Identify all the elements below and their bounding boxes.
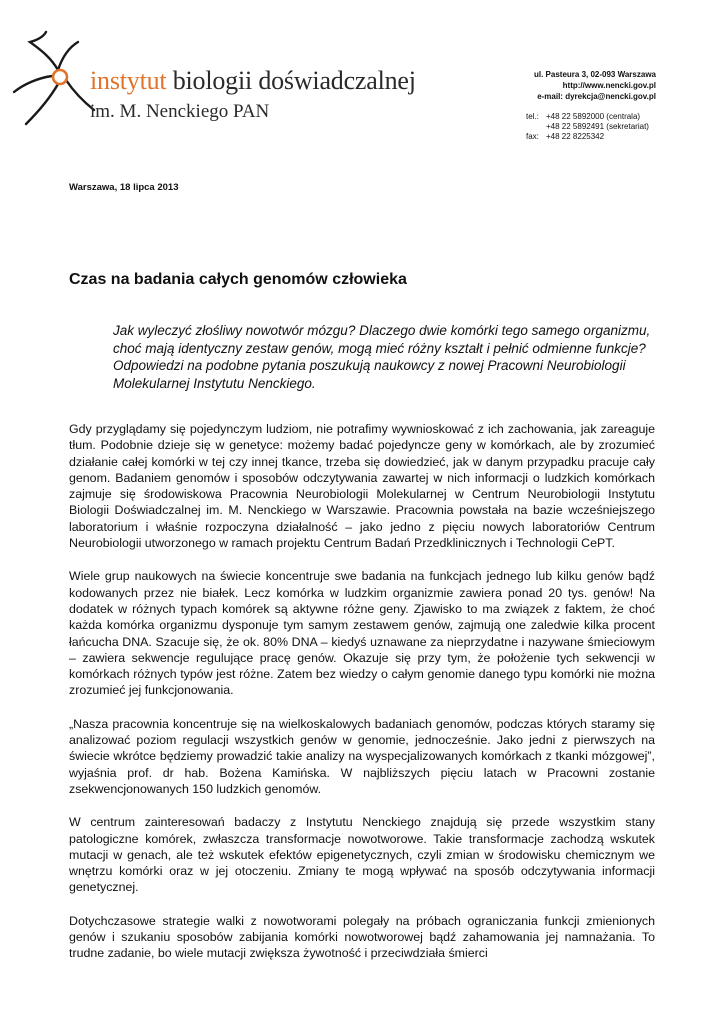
phone-row: [526, 132, 649, 142]
phone-number: +48 22 5892000 (centrala): [546, 112, 641, 121]
website-link[interactable]: http://www.nencki.gov.pl: [562, 81, 656, 90]
institute-name-first: instytut: [90, 66, 167, 95]
lead-paragraph: Jak wyleczyć złośliwy nowotwór mózgu? Dlaczego dwie komórki tego samego organizmu, choć mają identyczny zestaw genów, mogą mieć różny kształt i pełnić odmienne funkcje? Odpowiedzi na podobne pytania poszukują naukowcy z nowej Pracowni Neurobiologii Molekularnej Instytutu Nenckiego.: [113, 323, 651, 391]
contact-block: [534, 69, 656, 102]
institute-name: [90, 66, 416, 96]
address: ul. Pasteura 3, 02-093 Warszawa: [534, 70, 656, 79]
email-link[interactable]: e-mail: dyrekcja@nencki.gov.pl: [537, 92, 656, 101]
fax-label: fax:: [526, 132, 539, 141]
phone-row: [526, 112, 649, 122]
body-paragraph: Wiele grup naukowych na świecie koncentruje swe badania na funkcjach jednego lub kilku genów bądź kodowanych przez nie białek. Lecz komórka w ludzkim organizmie zawiera ponad 20 tys. genów! Na dodatek w różnych typach komórek są aktywne różne geny. Zjawisko to ma związek z faktem, że choć każda komórka organizmu dysponuje tym samym zestawem genów, zajmują one zaledwie kilka procent łańcucha DNA. Szacuje się, że ok. 80% DNA – kiedyś uznawane za nieprzydatne i nazywane śmieciowym – zawiera sekwencje regulujące pracę genów. Okazuje się przy tym, że położenie tych sekwencji w komórkach różnych typów jest różne. Zatem bez wiedzy o całym genomie danego typu komórki nie można zrozumieć jej funkcjonowania.: [69, 569, 655, 698]
institute-logo: [8, 26, 98, 146]
document-title: Czas na badania całych genomów człowieka: [69, 271, 407, 288]
body-paragraph: „Nasza pracownia koncentruje się na wielkoskalowych badaniach genomów, podczas których staramy się analizować poziom regulacji wszystkich genów w genomie, jednocześnie. Jako jedni z pierwszych na świecie wkrótce będziemy prowadzić takie analizy na wyspecjalizowanych komórkach z tkanki mózgowej”, wyjaśnia prof. dr hab. Bożena Kamińska. W najbliższych pięciu latach w Pracowni zostanie zsekwencjonowanych 150 ludzkich genomów.: [69, 716, 655, 796]
phone-label: [526, 122, 546, 132]
article-body: [69, 421, 655, 979]
phone-list: [526, 112, 649, 142]
phone-number: +48 22 5892491 (sekretariat): [546, 122, 649, 131]
body-paragraph: W centrum zainteresowań badaczy z Instytutu Nenckiego znajdują się przede wszystkim stany patologiczne komórek, zwłaszcza transformacje nowotworowe. Takie transformacje zachodzą wskutek mutacji w genach, ale też wskutek efektów epigenetycznych, czyli zmian w środowisku chemicznym we wnętrzu komórki oraz w jej otoczeniu. Zmiany te mogą wpływać na sposób odczytywania informacji genetycznej.: [69, 815, 655, 895]
institute-name-rest: biologii doświadczalnej: [172, 66, 416, 95]
body-paragraph: Gdy przyglądamy się pojedynczym ludziom, nie potrafimy wywnioskować z ich zachowania, jak zareaguje tłum. Podobnie dzieje się w genetyce: możemy badać pojedyncze geny w komórkach, ale by zrozumieć działanie całej komórki w tej czy innej tkance, trzeba się dowiedzieć, jak w danym przypadku pracuje cały genom. Badaniem genomów i sposobów odczytywania zawartej w nich informacji o ludzkich komórkach zajmuje się środowiskowa Pracownia Neurobiologii Molekularnej w Centrum Neurobiologii Instytutu Biologii Doświadczalnej im. M. Nenckiego w Warszawie. Pracownia powstała na bazie wcześniejszego laboratorium i właśnie rozpoczyna działalność – jako jedno z pięciu nowych laboratoriów Centrum Neurobiologii utworzonego w ramach projektu Centrum Badań Przedklinicznych i Technologii CePT.: [69, 422, 655, 551]
institute-subtitle: im. M. Nenckiego PAN: [90, 101, 270, 122]
phone-label: tel.:: [526, 112, 539, 121]
phone-row: [526, 122, 649, 132]
body-paragraph: Dotychczasowe strategie walki z nowotworami polegały na próbach ograniczania funkcji zmienionych genów i szukaniu sposobów zabijania komórki nowotworowej bądź zahamowania jej namnażania. To trudne zadanie, bo wiele mutacji zwiększa żywotność i przeciwdziała śmierci: [69, 913, 655, 961]
document-date: Warszawa, 18 lipca 2013: [69, 182, 179, 193]
fax-number: +48 22 8225342: [546, 132, 605, 141]
